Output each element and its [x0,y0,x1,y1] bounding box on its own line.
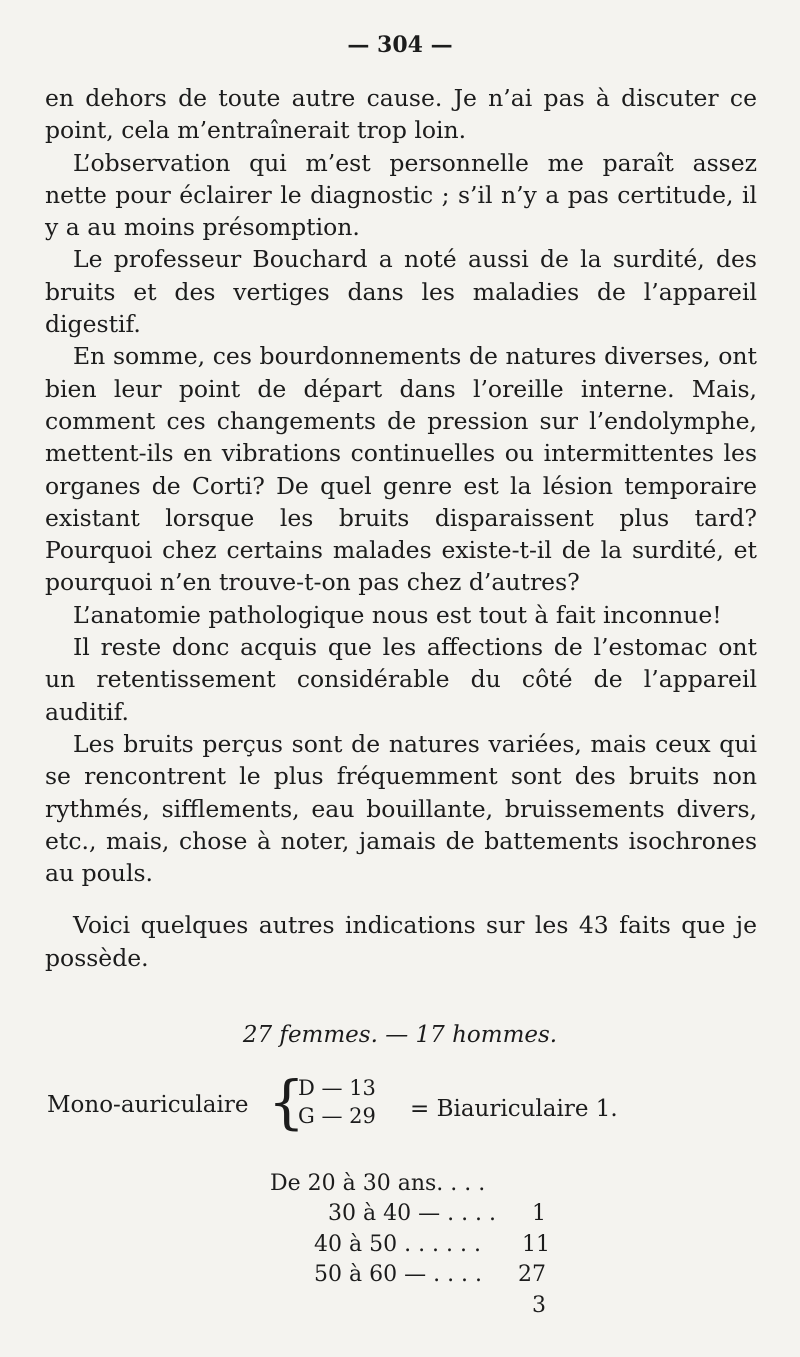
paragraph: Voici quelques autres indications sur les 43 faits que je possède. [45,911,757,972]
paragraph: Les bruits perçus sont de natures variées, mais ceux qui se rencontrent le plus fréquemment sont des bruits non rythmés, sifflements, eau bouillante, bruissements divers, etc., mais, chose à noter, jamais de battements isochrones au pouls. [45,729,757,888]
biauricular-count: = Biauriculaire 1. [410,1096,618,1122]
paragraph: Il reste donc acquis que les affections de l’estomac ont un retentissement considérable du côté de l’appareil auditif. [45,633,757,726]
right-count: D — 13 [298,1076,376,1100]
side-counts [298,1074,376,1130]
mono-auricular-label: Mono-auriculaire [47,1092,249,1118]
sex-ratio-line: 27 femmes. — 17 hommes. [242,1022,558,1048]
body-text [45,82,757,974]
age-range: 50 à 60 — . . . . [314,1262,483,1287]
age-table [270,1138,550,1318]
age-range: 30 à 40 — . . . . [328,1201,497,1226]
paragraph: En somme, ces bourdonnements de natures diverses, ont bien leur point de départ dans l’oreille interne. Mais, comment ces changements de pression sur l’endolymphe, mettent-ils en vibrations continuelles ou intermittentes les organes de Corti? De quel genre est la lésion temporaire existant lorsque les bruits disparaissent plus tard? Pourquoi chez certains malades existe-t-il de la surdité, et pourquoi n’en trouve-t-on pas chez d’autres? [45,342,757,597]
paragraph: Le professeur Bouchard a noté aussi de la surdité, des bruits et des vertiges dans les maladies de l’appareil digestif. [45,245,757,339]
age-range: 40 à 50 . . . . . . [314,1231,482,1257]
age-count: 3 [532,1292,546,1318]
age-count: 1 [532,1201,546,1226]
age-count: 27 [518,1262,546,1287]
age-count: 11 [522,1231,550,1257]
age-range: De 20 à 30 ans. . . . [270,1170,486,1196]
paragraph: L’observation qui m’est personnelle me paraît assez nette pour éclairer le diagnostic ; s’il n’y a pas certitude, il y a au moins présomption. [45,148,757,242]
paragraph: en dehors de toute autre cause. Je n’ai pas à discuter ce point, cela m’entraînerait trop loin. [45,84,757,145]
brace-icon: { [268,1068,305,1136]
page-number: — 304 — [347,32,453,58]
left-count: G — 29 [298,1104,376,1128]
paragraph: L’anatomie pathologique nous est tout à fait inconnue! [73,600,722,629]
